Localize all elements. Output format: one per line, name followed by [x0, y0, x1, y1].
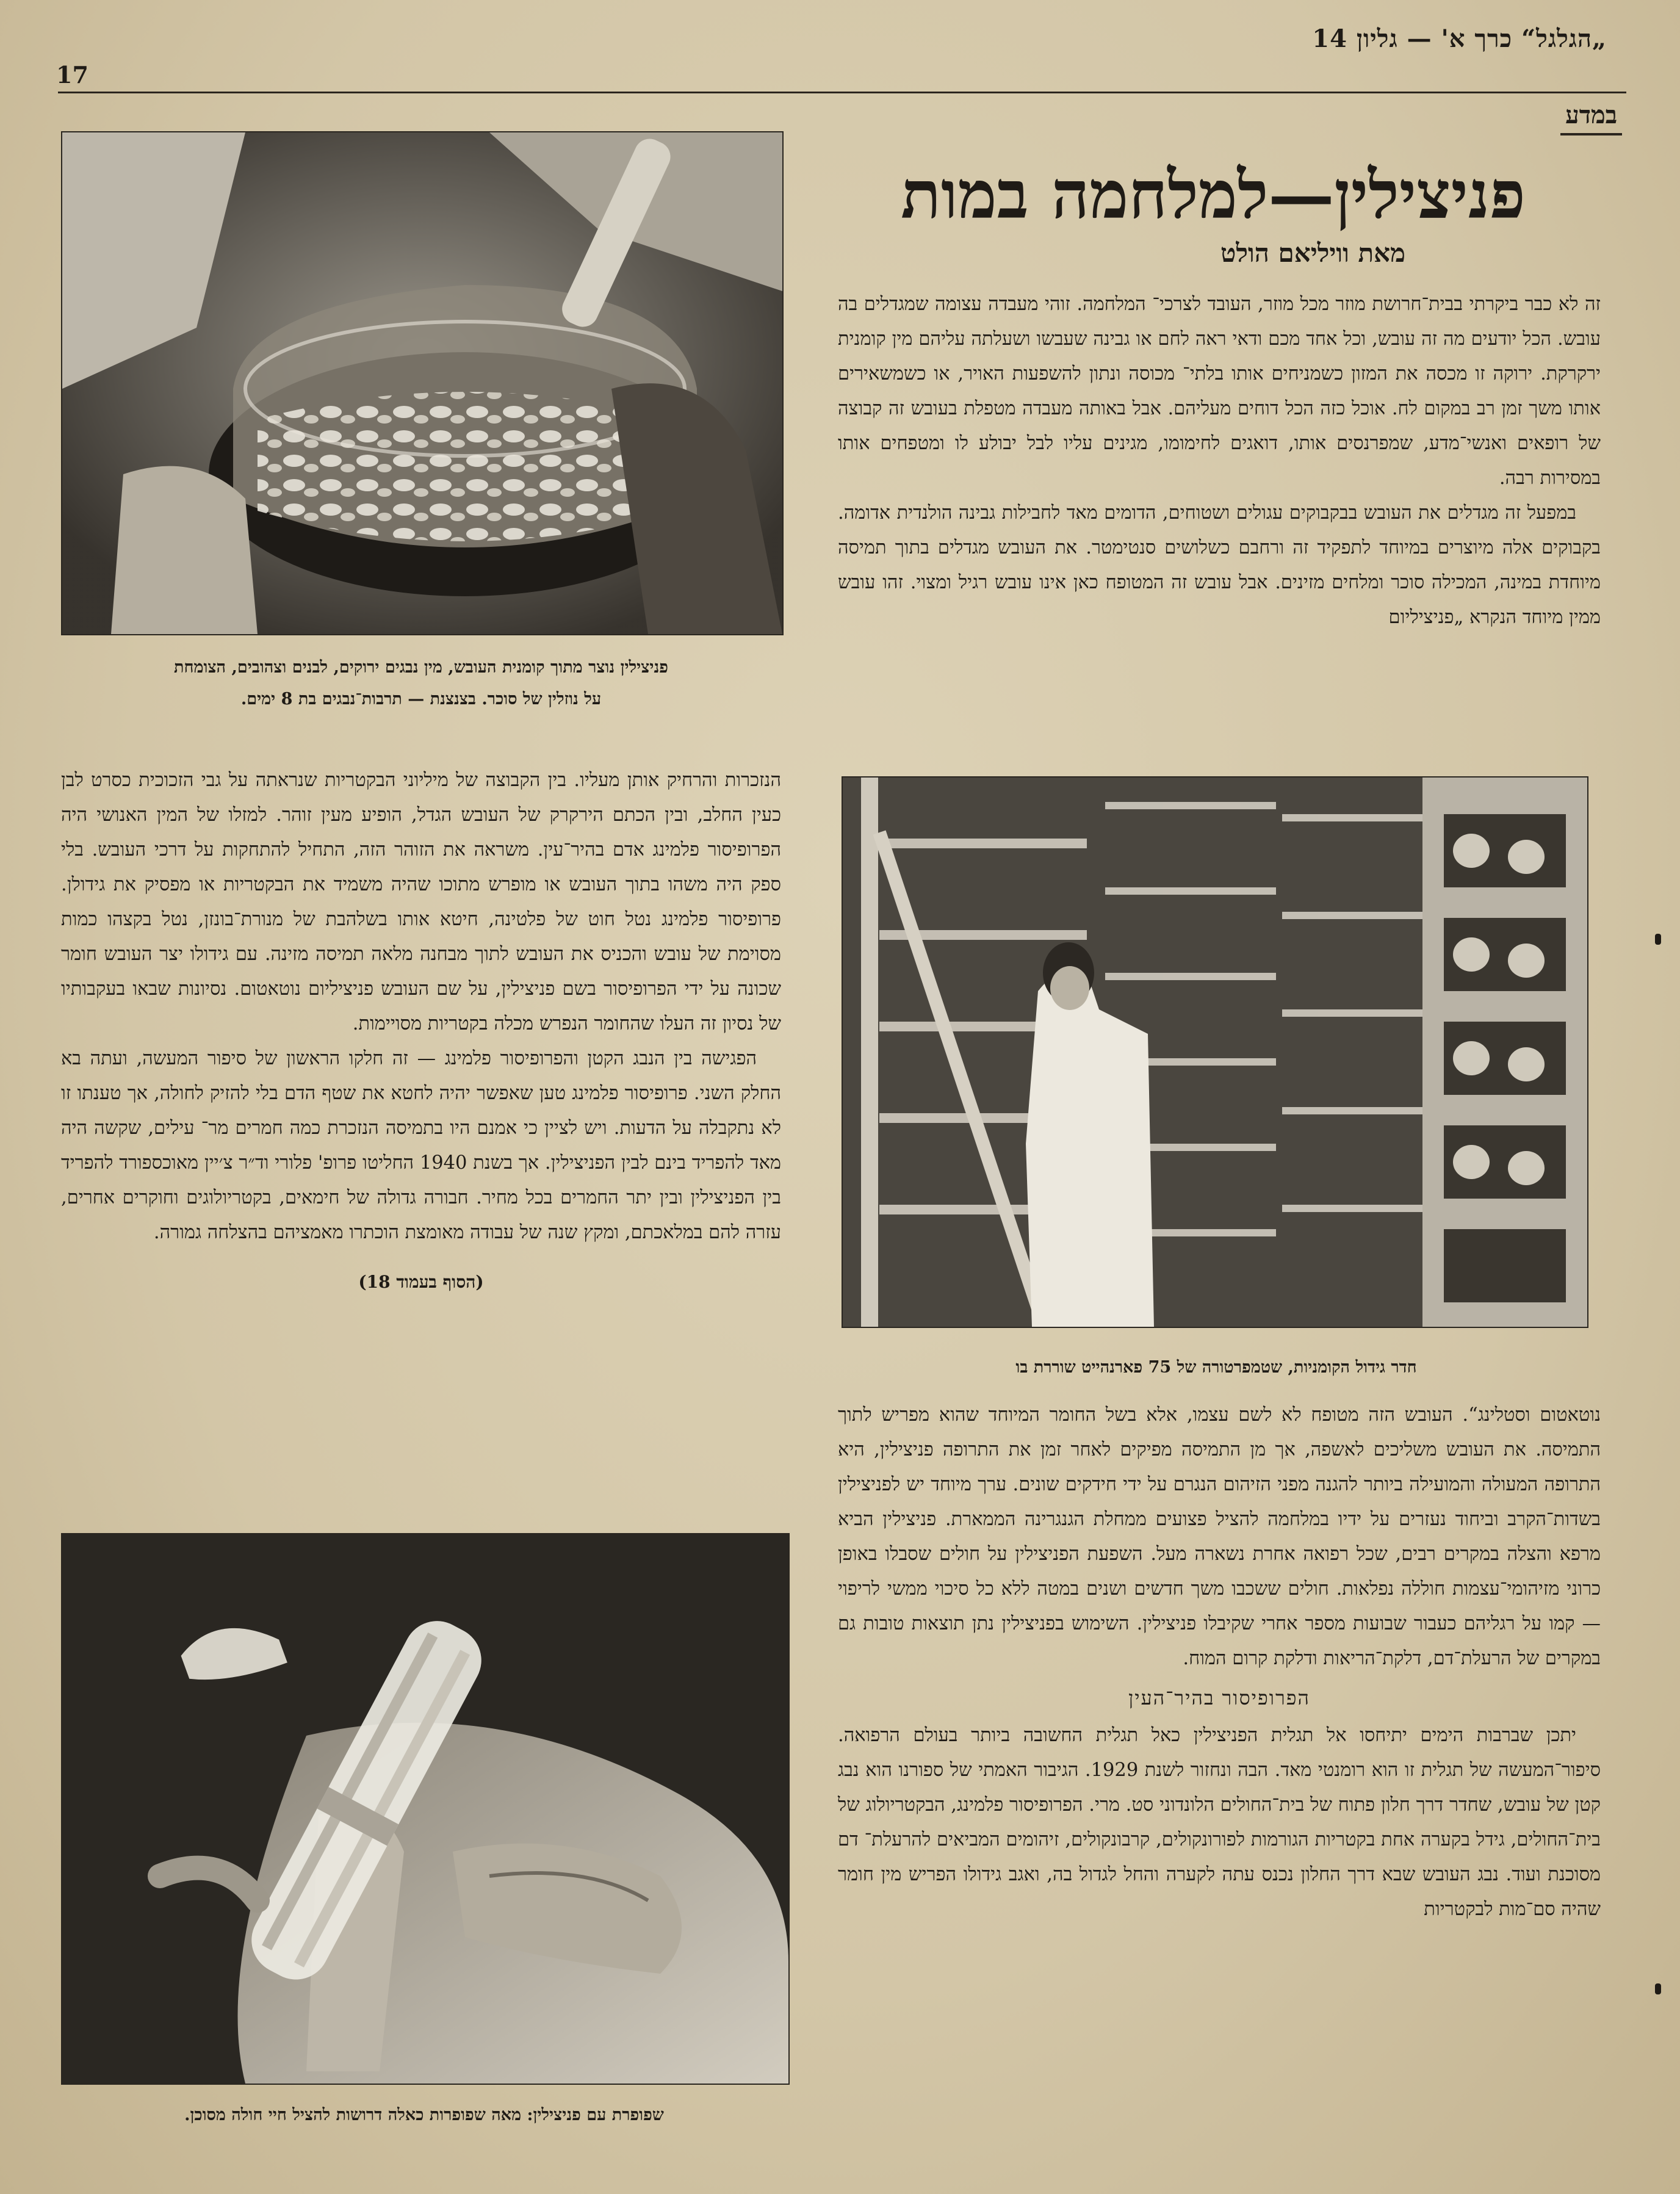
article-byline: מאת וויליאם הולט [1220, 238, 1405, 268]
binding-mark [1655, 1983, 1661, 1994]
photo-caption-bottom-left: שפופרת עם פניצילין: מאה שפופרות כאלה דרושות להציל חיי חולה מסוכן. [184, 2106, 664, 2124]
left-text-column [61, 763, 781, 1299]
continuation-note: (הסוף בעמוד 18) [358, 1272, 484, 1292]
page-number: 17 [56, 61, 88, 88]
right-lower-paragraph-1: נוטאטום וסטלינג“. העובש הזה מטופח לא לשם עצמו, אלא בשל החומר המיוחד שהוא מפריש לתוך התמיסה. את העובש משליכים לאשפה, אך מן התמיסה מפיקים לאחר זמן את התרופה פניצילין, היא התרופה המעולה והמועילה ביותר להגנה מפני הזיהום הנגרם על ידי חידקים שונים. ערך מיוחד יש לפניצילין בשדות־הקרב וביחוד נעזרים על ידיו במלחמה להציל פצועים ממחלת הגנגרינה הממארת. פניצילין הביא מרפא והצלה במקרים רבים, שכל רפואה אחרת נשארה מעל. השפעת הפניצילין על חולים שסבלו באופן כרוני מזיהומי־עצמות חוללה נפלאות. חולים ששכבו משך חדשים ושנים במטה ללא כל סיכוי ממשי לריפוי — קמו על רגליהם כעבור שבועות מספר אחרי שקיבלו פניצילין. השימוש בפניצילין נתן תוצאות טובות גם במקרים של הרעלת־דם, דלקת־הריאות ודלקת קרום המוח. [838, 1404, 1601, 1669]
right-lower-column [838, 1398, 1601, 1927]
subheading-paragraph: יתכן שברבות הימים יתיחסו אל תגלית הפניצילין כאל תגלית החשובה ביותר בעולם הרפואה. סיפור־המעשה של תגלית זו הוא רומנטי מאד. הבה ונחזור לשנת 1929. הגיבור האמתי של ספורנו הוא נבג קטן של עובש, שחדר דרך חלון פתוח של בית־החולים הלונדוני סט. מרי. הפרופיסור פלמינג, הבקטריולוג של בית־החולים, גידל בקערה אחת בקטריות הגורמות לפורונקולים, קרבונקולים, זיהומים המביאים להרעלת־ דם מסוכנת ועוד. נבג העובש שבא דרך החלון נכנס עתה לקערה והחל לגדול בה, ואגב גידולו הפריש מין חומר שהיה סם־מות לבקטריות [838, 1725, 1601, 1920]
running-head: „הגלגל“ כרך א' — גליון 14 [1312, 24, 1607, 53]
photo-caption-right-middle: חדר גידול הקומניות, שטמפרטורה של 75 פארנהייט שוררת בו [1015, 1358, 1417, 1377]
binding-mark [1655, 934, 1661, 945]
intro-column [838, 287, 1601, 635]
lab-shelves-photo [842, 776, 1588, 1328]
ampoule-hand-photo [61, 1533, 790, 2085]
intro-paragraph-1: זה לא כבר ביקרתי בבית־חרושת מוזר מכל מוזר, העובד לצרכי־ המלחמה. זוהי מעבדה עצומה שמגדלים בה עובש. הכל יודעים מה זה עובש, וכל אחד מכם ודאי ראה לחם או גבינה שעבשו ושעלתה עליהם מין קומנית ירקרקת. ירוקה זו מכסה את המזון כשמניחים אותו בלתי־ מכוסה ונתון להשפעות האויר, או כשמשאירים אותו משך זמן רב במקום לח. אוכל כזה הכל דוחים מעליהם. אבל באותה מעבדה מטפלת בעובש זה קבוצה של רופאים ואנשי־מדע, שמפרנסים אותו, דואגים לחימומו, מגינים עליו לבל יבולע לו ומטפחים אותו במסירות רבה. [838, 294, 1601, 489]
photo-caption-top-left [61, 652, 781, 715]
left-paragraph-2: הפגישה בין הנבג הקטן והפרופיסור פלמינג — זה חלקו הראשון של סיפור המעשה, ועתה בא החלק השני. פרופיסור פלמינג טען שאפשר יהיה לחטא את שטף הדם בלי להזיק לחולה, אך טענתו זו לא נתקבלה על הדעות. ויש לציין כי אמנם היו בתמיסה הנזכרת כמה חמרים מר־ עילים, שקשה היה מאד להפריד בינם לבין הפניצילין. אך בשנת 1940 החליטו פרופ' פלורי וד״ר צ׳יין מאוכספורד להפריד בין הפניצילין ובין יתר החמרים בכל מחיר. חבורה גדולה של חימאים, בקטריולוגים וחוקרים אחרים, עזרה להם במלאכתם, ומקץ שנה של עבודה מאומצת הוכתרו מאמציהם בהצלחה גמורה. [61, 1048, 781, 1243]
culture-flask-photo [61, 131, 784, 635]
section-label: במדע [1560, 101, 1622, 135]
header-rule [58, 92, 1626, 93]
caption-line-1: פניצילין נוצר מתוך קומנית העובש, מין נבגים ירוקים, לבנים וצהובים, הצומחת [174, 658, 668, 677]
article-title: פניצילין—למלחמה במות [901, 157, 1526, 234]
subheading: הפרופיסור בהיר־העין [1128, 1686, 1310, 1709]
caption-line-2: על נוזלין של סוכר. בצנצנת — תרבות־נבגים בת 8 ימים. [240, 690, 602, 709]
left-paragraph-1: הנזכרות והרחיק אותן מעליו. בין הקבוצה של מיליוני הבקטריות שנראתה על גבי הזכוכית כסרט לבן כעין החלב, ובין הכתם הירקרק של העובש הגדל, הופיע מעין זוהר. למזלו של המין האנושי היה הפרופיסור פלמינג אדם בהיר־עין. משראה את הזוהר הזה, התחיל להתחקות על דרכי העובש. בלי ספק היה משהו בתוך העובש או מופרש מתוכו שהיה משמיד את הבקטריות או מפסיק את גידולן. פרופיסור פלמינג נטל חוט של פלטינה, חיטא אותו בשלהבת של מנורת־בונזן, נטל בקצהו כמות מסוימת של עובש והכניס את העובש לתוך מבחנה מלאה תמיסה מזינה. עם גידולו יצר העובש חומר שכונה על ידי הפרופיסור בשם פניצילין, על שם העובש פניציליום נוטאטום. נסיונות שבאו בעקבותיו של נסיון זה העלו שהחומר הנפרש מכלה בקטריות מסויימות. [61, 770, 781, 1034]
intro-paragraph-2: במפעל זה מגדלים את העובש בבקבוקים עגולים ושטוחים, הדומים מאד לחבילות גבינה הולנדית אדומה. בקבוקים אלה מיוצרים במיוחד לתפקיד זה ורחבם כשלושים סנטימטר. את העובש מגדלים בתוך תמיסה מיוחדת במינה, המכילה סוכר ומלחים מזינים. אבל עובש זה המטופח כאן אינו עובש רגיל ומצוי. זהו עובש ממין מיוחד הנקרא „פניציליום [838, 502, 1601, 628]
